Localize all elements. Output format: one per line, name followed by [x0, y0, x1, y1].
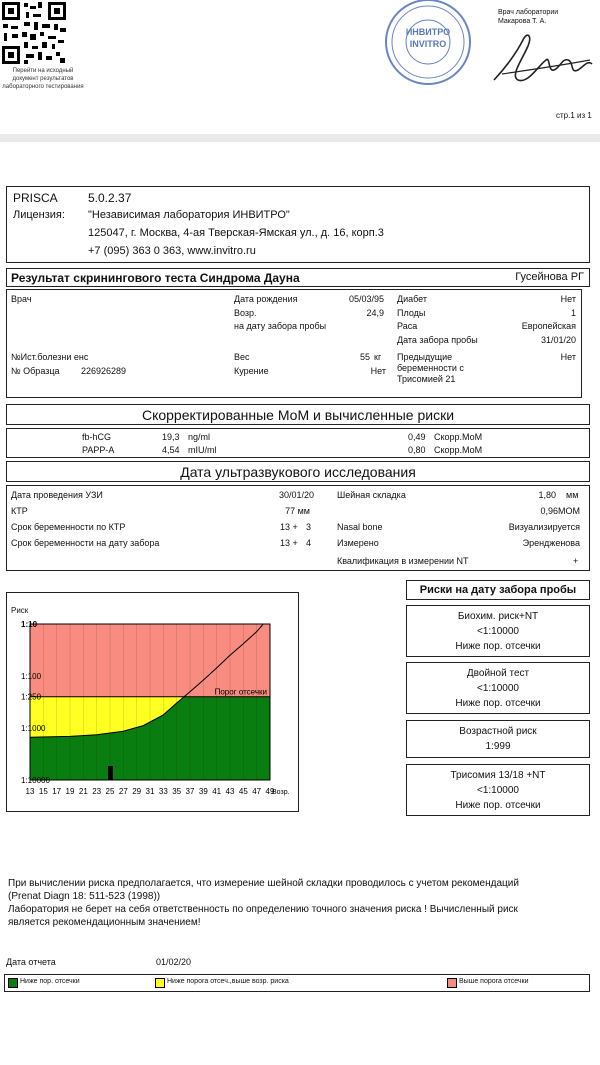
legend-swatch — [447, 978, 457, 988]
page-number: стр.1 из 1 — [556, 111, 592, 120]
mom-row-value: 19,3 — [162, 432, 180, 442]
x-tick-label: 25 — [105, 787, 115, 796]
mom-row — [6, 445, 590, 457]
chart-title: Риск — [11, 606, 29, 615]
result-title: Результат скринингового теста Синдрома Дауна — [11, 271, 300, 285]
risk-box — [406, 720, 590, 758]
note-line: Лаборатория не берет на себя ответственность по определению точного значения риска ! Вычисленный риск — [8, 904, 518, 915]
x-tick-label: 39 — [198, 787, 208, 796]
qr-code-graphic — [0, 0, 68, 66]
us-title: Дата ультразвукового исследования — [180, 464, 416, 480]
us-date-label: Дата проведения УЗИ — [11, 490, 103, 500]
weight-unit: кг — [374, 352, 382, 362]
qual-value: + — [573, 556, 579, 566]
qr-caption-line: лабораторного тестирования — [2, 84, 84, 90]
mom-row-mom-label: Скорр.МоМ — [434, 445, 483, 455]
ga-ktr-label: Срок беременности по КТР — [11, 522, 126, 532]
doctor-signature — [488, 30, 598, 90]
lab-address: 125047, г. Москва, 4-ая Тверская-Ямская ул., д. 16, корп.3 — [88, 227, 384, 239]
lab-stamp — [382, 0, 474, 88]
ga-sample-days: 4 — [306, 538, 312, 548]
dob-label: Дата рождения — [234, 294, 298, 304]
mom-row-mom-label: Скорр.МоМ — [434, 432, 483, 442]
patient-marker — [108, 766, 113, 780]
age-value: 24,9 — [366, 308, 384, 318]
nasal-label: Nasal bone — [337, 522, 383, 532]
measured-label: Измерено — [337, 538, 379, 548]
risk-box — [406, 605, 590, 657]
ga-ktr-weeks: 13 + — [280, 522, 298, 532]
ga-sample-weeks: 13 + — [280, 538, 298, 548]
previous-label-line: беременности с — [397, 363, 464, 373]
us-date-value: 30/01/20 — [278, 490, 314, 500]
x-tick-label: 33 — [158, 787, 168, 796]
smoking-value: Нет — [370, 366, 386, 376]
y-tick-label: 1:1000 — [21, 724, 46, 733]
note-line: (Prenat Diagn 18: 511-523 (1998)) — [8, 891, 161, 902]
fetuses-value: 1 — [570, 308, 576, 318]
doctor-name: Макарова Т. А. — [498, 18, 547, 25]
mom-row-unit: mIU/ml — [188, 445, 217, 455]
x-tick-label: 43 — [225, 787, 235, 796]
nt-label: Шейная складка — [337, 490, 406, 500]
x-tick-label: 23 — [92, 787, 102, 796]
lab-phone: +7 (095) 363 0 363, www.invitro.ru — [88, 245, 256, 257]
mom-row-value: 4,54 — [162, 445, 180, 455]
x-tick-label: 35 — [172, 787, 182, 796]
risk-box — [406, 662, 590, 714]
risk-box — [406, 764, 590, 816]
mom-title: Скорректированные МоМ и вычисленные риски — [141, 407, 455, 423]
dob-value: 05/03/95 — [348, 294, 384, 304]
y-tick-label: 1:10 — [21, 620, 38, 629]
ktr-label: КТР — [11, 506, 28, 516]
race-value: Европейская — [521, 321, 576, 331]
weight-label: Вес — [234, 352, 250, 362]
qr-code[interactable] — [0, 0, 68, 66]
risk-value: <1:10000 — [477, 785, 519, 796]
page-separator — [0, 134, 600, 142]
ga-ktr-days: 3 — [306, 522, 312, 532]
fetuses-label: Плоды — [397, 308, 426, 318]
nt-mom: 0,96MOM — [540, 506, 580, 516]
risk-note: Ниже пор. отсечки — [455, 641, 541, 652]
diabetes-label: Диабет — [397, 294, 428, 304]
mom-row-mom: 0,49 — [408, 432, 426, 442]
y-tick-label: 1:250 — [21, 692, 42, 702]
previous-label — [397, 352, 464, 385]
risk-value: 1:999 — [485, 741, 511, 752]
license-name: "Независимая лаборатория ИНВИТРО" — [88, 209, 290, 221]
nt-unit: мм — [566, 490, 579, 500]
stamp-text-bottom: INVITRO — [409, 39, 447, 49]
mom-row-name: PAPP-A — [82, 445, 115, 455]
stamp-text-top: ИНВИТРО — [405, 27, 451, 37]
mom-row-name: fb-hCG — [82, 432, 112, 442]
x-tick-label: 29 — [132, 787, 142, 796]
report-date-label: Дата отчета — [6, 957, 56, 967]
qr-caption — [0, 67, 86, 91]
doctor-role: Врач лаборатории — [498, 9, 559, 16]
program-version: 5.0.2.37 — [88, 191, 132, 205]
risk-note: Ниже пор. отсечки — [455, 698, 541, 709]
nt-value: 1,80 — [538, 490, 556, 500]
race-label: Раса — [397, 321, 418, 331]
mom-row-unit: ng/ml — [188, 432, 211, 442]
x-tick-label: 17 — [52, 787, 62, 796]
previous-label-line: Трисомией 21 — [397, 374, 456, 384]
smoking-label: Курение — [234, 366, 269, 376]
threshold-label: Порог отсечки — [214, 687, 267, 697]
history-label: №Ист.болезни енс — [11, 352, 89, 362]
risk-value: <1:10000 — [477, 626, 519, 637]
x-tick-label: 31 — [145, 787, 155, 796]
weight-value: 55 — [359, 352, 370, 362]
note-line: При вычислении риска предполагается, что измерение шейной складки проводилось с учетом рекомендаций — [8, 878, 519, 889]
x-tick-label: 15 — [38, 787, 48, 796]
legend-label: Ниже пор. отсечки — [20, 978, 80, 985]
mom-row-mom: 0,80 — [408, 445, 426, 455]
age-label: Возр. — [234, 308, 257, 318]
report-date-value: 01/02/20 — [156, 957, 192, 967]
doctor-label: Врач — [11, 294, 32, 304]
legend-swatch — [8, 978, 18, 988]
x-tick-label: 13 — [25, 787, 35, 796]
patient-info-box — [6, 289, 582, 398]
ga-sample-label: Срок беременности на дату забора — [11, 538, 160, 548]
risk-name: Двойной тест — [466, 668, 530, 679]
x-tick-label: 19 — [65, 787, 75, 796]
qr-caption-line: документ результатов — [12, 76, 74, 82]
y-tick-label: 1:100 — [21, 672, 42, 681]
qr-caption-line: Перейти на исходный — [12, 68, 74, 74]
qual-label: Квалификация в измерении NT — [337, 556, 469, 566]
disclaimer-note — [8, 877, 594, 929]
sample-date-value: 31/01/20 — [540, 335, 576, 345]
risks-title: Риски на дату забора пробы — [419, 584, 577, 596]
x-tick-label: 45 — [238, 787, 248, 796]
risk-name: Трисомия 13/18 +NT — [450, 770, 546, 781]
sample-no-label: № Образца — [11, 366, 60, 376]
ktr-value: 77 мм — [285, 506, 310, 516]
program-label: PRISCA — [13, 191, 58, 205]
x-axis-label: Возр. — [272, 789, 290, 796]
x-tick-label: 47 — [252, 787, 262, 796]
mom-row — [6, 432, 590, 444]
x-tick-label: 27 — [118, 787, 128, 796]
sample-no-value: 226926289 — [81, 366, 127, 376]
patient-name: Гусейнова РГ — [515, 271, 584, 283]
risk-name: Биохим. риск+NT — [457, 611, 539, 622]
y-tick-label: 1:10000 — [21, 776, 50, 785]
risk-name: Возрастной риск — [459, 726, 537, 737]
previous-label-line: Предыдущие — [397, 352, 453, 362]
risk-value: <1:10000 — [477, 683, 519, 694]
x-tick-label: 41 — [212, 787, 222, 796]
sample-date-label: Дата забора пробы — [397, 335, 478, 345]
age-sub-label: на дату забора пробы — [234, 321, 327, 331]
legend-swatch — [155, 978, 165, 988]
nasal-value: Визуализируется — [508, 522, 580, 532]
x-tick-label: 21 — [78, 787, 88, 796]
measured-value: Эрендженова — [522, 538, 580, 548]
legend-label: Ниже порога отсеч.,выше возр. риска — [167, 978, 289, 985]
note-line: является рекомендационным значением! — [8, 917, 201, 928]
license-label: Лицензия: — [13, 209, 65, 221]
legend-label: Выше порога отсечки — [459, 978, 529, 985]
risk-chart — [6, 612, 298, 808]
x-tick-label: 49 — [265, 787, 275, 796]
diabetes-value: Нет — [560, 294, 576, 304]
x-tick-label: 37 — [185, 787, 195, 796]
risk-note: Ниже пор. отсечки — [455, 800, 541, 811]
previous-value: Нет — [560, 352, 576, 362]
